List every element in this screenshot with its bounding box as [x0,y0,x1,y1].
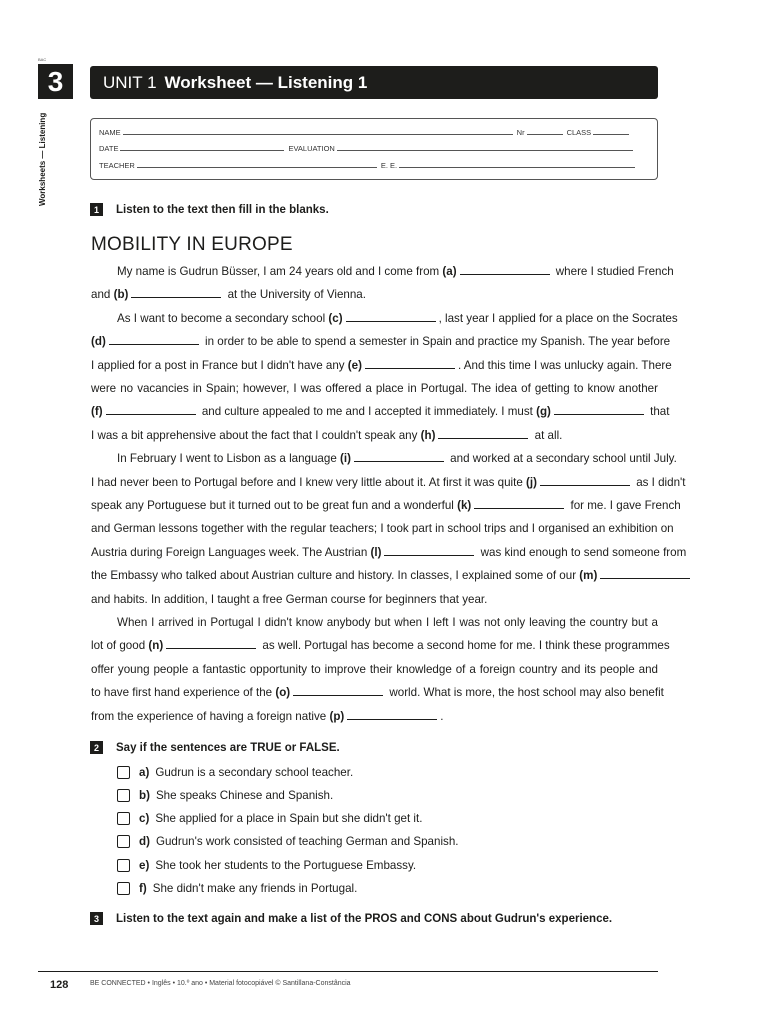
exercise-3-heading [90,912,612,925]
passage-text-segment: and German lessons together with the regular teachers; I took part in school trips and I organised an exhibition on [91,522,674,536]
passage-line [91,496,681,516]
exercise-2-instruction: Say if the sentences are TRUE or FALSE. [116,741,340,754]
passage-line [91,613,658,633]
blank-marker: (i) [340,452,351,466]
teacher-label: TEACHER [99,161,135,170]
answer-checkbox[interactable] [117,835,130,848]
item-statement: She took her students to the Portuguese Embassy. [155,858,417,872]
item-letter: d) [139,835,150,849]
date-field[interactable] [120,150,284,151]
item-letter: b) [139,788,150,802]
blank-marker: (m) [579,569,598,583]
evaluation-label: EVALUATION [288,144,335,153]
fill-in-blank[interactable] [166,638,256,649]
blank-marker: (c) [328,311,343,325]
info-row-date [99,143,649,153]
blank-marker: (k) [457,499,472,512]
passage-line [91,449,677,469]
answer-checkbox[interactable] [117,789,130,802]
fill-in-blank[interactable] [365,358,455,369]
passage-line [91,566,658,586]
passage-text-segment: and [91,288,114,302]
passage-text-segment: for me. I gave French [567,499,681,512]
passage-text-segment: were no vacancies in Spain; however, I was offered a place in Portugal. The idea of getting to know another [91,382,658,395]
passage-text-segment: from the experience of having a foreign native [91,709,330,723]
passage-line [91,519,674,539]
passage-text-segment: I applied for a post in France but I didn't have any [91,358,348,372]
blank-marker: (f) [91,405,103,419]
answer-checkbox[interactable] [117,766,130,779]
nr-field[interactable] [527,134,563,135]
date-label: DATE [99,144,119,153]
true-false-item [117,763,353,781]
passage-text-segment: the Embassy who talked about Austrian culture and history. In classes, I explained some of our [91,569,580,583]
passage-text-segment: as well. Portugal has become a second home for me. I think these programmes [259,639,670,653]
blank-marker: (n) [148,639,164,653]
fill-in-blank[interactable] [384,545,474,556]
passage-line [91,636,670,656]
item-statement: She didn't make any friends in Portugal. [152,882,358,895]
passage-text-segment: As I want to become a secondary school [117,311,329,325]
nr-label: Nr [516,128,525,137]
blank-marker: (l) [370,545,382,559]
exercise-3-number: 3 [90,912,103,925]
unit-label: UNIT 1 [103,72,157,92]
blank-marker: (d) [91,335,106,349]
passage-text-segment: and culture appealed to me and I accepted it immediately. I must [198,405,537,419]
exercise-1-heading [90,203,329,216]
fill-in-blank[interactable] [109,334,199,345]
footer-text: BE CONNECTED • Inglês • 10.º ano • Material fotocopiável © Santillana-Constância [90,980,351,987]
passage-text-segment: at all. [531,428,563,442]
blank-marker: (j) [526,475,537,489]
true-false-item [117,810,422,828]
passage-text-segment: Austria during Foreign Languages week. The Austrian [91,545,371,559]
blank-marker: (o) [275,686,291,700]
passage-line [91,285,658,305]
class-field[interactable] [593,134,629,135]
fill-in-blank[interactable] [540,475,630,486]
section-side-label: Worksheets — Listening [38,112,47,206]
blank-marker: (a) [442,265,457,278]
blank-marker: (e) [347,358,362,372]
passage-line [91,707,658,727]
blank-marker: (p) [329,709,345,723]
fill-in-blank[interactable] [474,498,564,509]
passage-text-segment: where I studied French [552,265,674,278]
fill-in-blank[interactable] [554,404,644,415]
fill-in-blank[interactable] [346,311,436,322]
ee-field[interactable] [399,167,635,168]
passage-text-segment: , last year I applied for a place on the Socrates [438,311,678,325]
answer-checkbox[interactable] [117,859,130,872]
info-row-teacher [99,160,649,170]
worksheet-header-bar [90,66,658,99]
exercise-2-heading [90,741,340,754]
passage-text-segment: In February I went to Lisbon as a language [117,452,340,466]
answer-checkbox[interactable] [117,882,130,895]
passage-text-segment: as I didn't [632,475,686,489]
page-number: 128 [50,979,69,991]
exercise-1-number: 1 [90,203,103,216]
true-false-item [117,833,458,851]
class-label: CLASS [566,128,592,137]
passage-text-segment: at the University of Vienna. [224,288,366,302]
fill-in-blank[interactable] [460,264,550,275]
passage-text-segment: I had never been to Portugal before and I knew very little about it. At first it was quite [91,475,527,489]
passage-line [91,660,658,680]
item-statement: Gudrun is a secondary school teacher. [155,765,354,779]
blank-marker: (b) [113,288,129,302]
passage-text-segment: . [440,709,444,723]
passage-line [91,332,671,352]
blank-marker: (h) [420,428,436,442]
passage-text-segment: in order to be able to spend a semester in Spain and practice my Spanish. The year before [201,335,671,349]
fill-in-blank[interactable] [293,685,383,696]
section-number-badge: 3 [38,64,73,99]
passage-line [91,426,658,446]
item-letter: c) [139,812,150,826]
blank-marker: (g) [536,405,551,419]
exercise-1-instruction: Listen to the text then fill in the blanks. [116,203,329,216]
info-row-name [99,127,649,137]
true-false-item [117,880,357,898]
passage-line [91,590,658,610]
student-info-box [90,118,658,180]
passage-text-segment: was kind enough to send someone from [477,545,687,559]
passage-line [91,683,664,703]
passage-text-segment: and habits. In addition, I taught a free German course for beginners that year. [91,592,488,606]
passage-text-segment: speak any Portuguese but it turned out to be great fun and a wonderful [91,499,458,512]
item-statement: She speaks Chinese and Spanish. [155,788,334,802]
item-statement: Gudrun's work consisted of teaching German and Spanish. [155,835,459,849]
answer-checkbox[interactable] [117,812,130,825]
fill-in-blank[interactable] [600,568,690,579]
fill-in-blank[interactable] [347,709,437,720]
passage-title: MOBILITY IN EUROPE [91,234,293,255]
passage-line [91,402,670,422]
teacher-field[interactable] [137,167,377,168]
passage-text-segment: lot of good [91,639,149,653]
passage-text-segment: When I arrived in Portugal I didn't know anybody but when I left I was not only leaving the country but a [117,616,658,629]
passage-text-segment: offer young people a fantastic opportunity to improve their knowledge of a foreign country and its people and [91,662,658,676]
name-field[interactable] [123,134,513,135]
passage-text-segment: that [646,405,670,419]
passage-text-segment: My name is Gudrun Büsser, I am 24 years old and I come from [117,265,443,278]
worksheet-title: Worksheet — Listening 1 [164,72,368,92]
item-letter: f) [139,882,147,895]
passage-text-segment: world. What is more, the host school may also benefit [386,686,664,700]
footer-rule [38,971,658,972]
true-false-item [117,786,333,804]
passage-text-segment: . And this time I was unlucky again. There [457,358,672,372]
passage-line [91,543,687,563]
fill-in-blank[interactable] [438,428,528,439]
passage-text-segment: I was a bit apprehensive about the fact that I couldn't speak any [91,428,421,442]
name-label: NAME [99,128,121,137]
item-statement: She applied for a place in Spain but she didn't get it. [155,812,423,826]
side-small-label: BAC [38,57,47,62]
passage-line [91,356,672,376]
passage-text-segment: and worked at a secondary school until July. [446,452,677,466]
passage-line [91,379,658,399]
exercise-3-instruction: Listen to the text again and make a list of the PROS and CONS about Gudrun's experience. [116,912,613,925]
fill-in-blank[interactable] [106,404,196,415]
item-letter: a) [139,765,150,779]
exercise-2-number: 2 [90,741,103,754]
ee-label: E. E. [380,161,398,170]
item-letter: e) [139,858,150,872]
evaluation-field[interactable] [337,150,633,151]
passage-line [91,309,678,329]
passage-line [91,473,686,493]
fill-in-blank[interactable] [354,451,444,462]
passage-text-segment: to have first hand experience of the [91,686,276,700]
passage-line [91,262,674,282]
fill-in-blank[interactable] [131,287,221,298]
true-false-item [117,856,416,874]
